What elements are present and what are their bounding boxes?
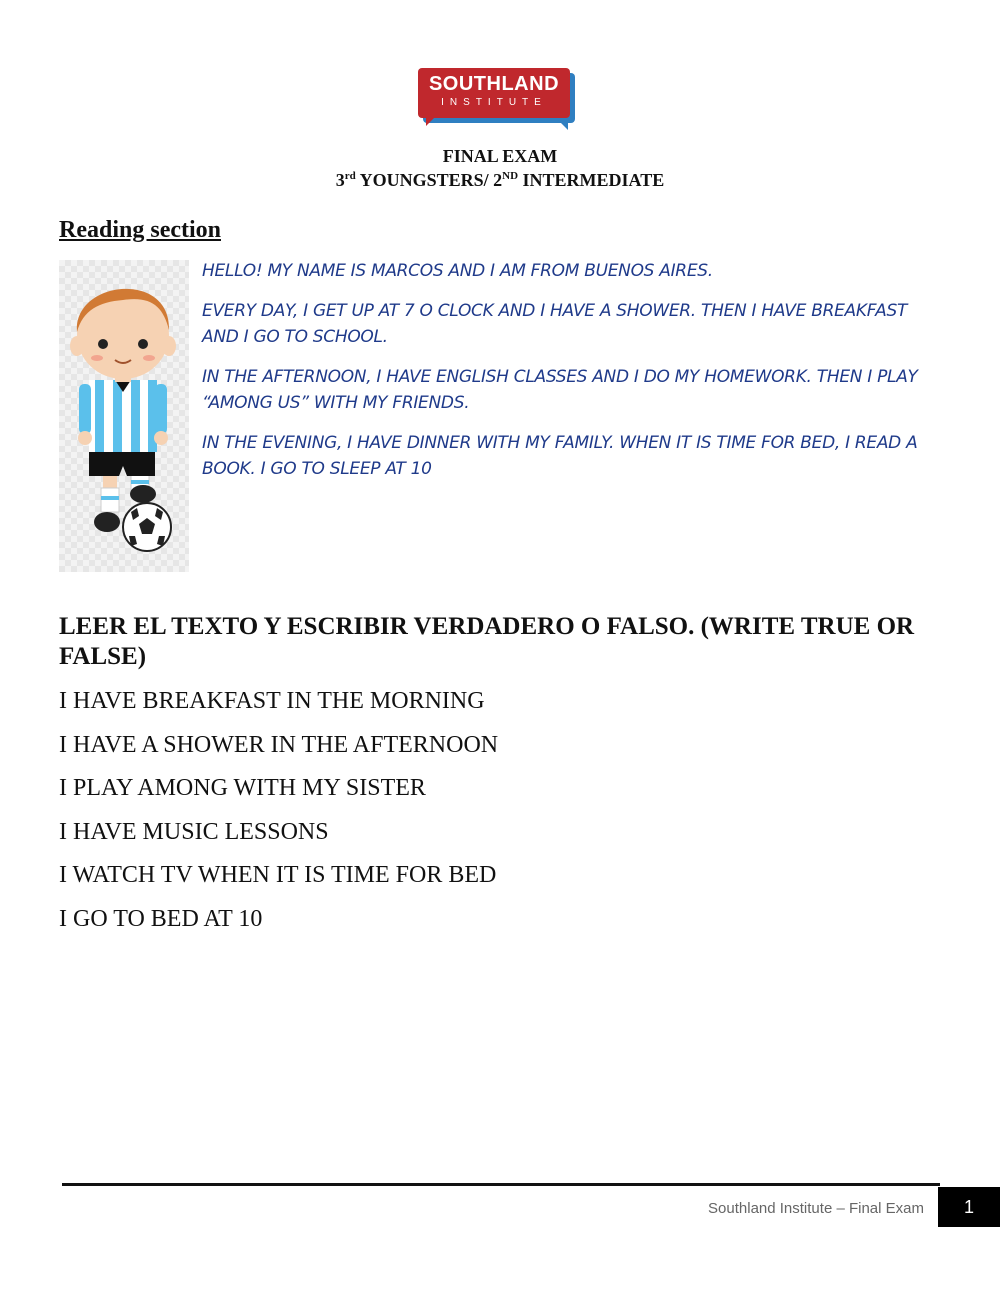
exam-level: [0, 170, 1000, 191]
exercise-instruction: LEER EL TEXTO Y ESCRIBIR VERDADERO O FALSO. (WRITE TRUE OR FALSE): [59, 613, 915, 670]
reading-paragraph: EVERY DAY, I GET UP AT 7 O CLOCK AND I HAVE A SHOWER. THEN I HAVE BREAKFAST AND I GO TO SCHOOL.: [202, 301, 908, 347]
level-part1: 3: [335, 170, 345, 190]
statement-item: I HAVE MUSIC LESSONS: [59, 818, 329, 845]
statement-item: I HAVE A SHOWER IN THE AFTERNOON: [59, 731, 499, 758]
reading-paragraph: IN THE EVENING, I HAVE DINNER WITH MY FAMILY. WHEN IT IS TIME FOR BED, I READ A BOOK. I GO TO SLEEP AT 10: [202, 433, 918, 479]
statement-item: I WATCH TV WHEN IT IS TIME FOR BED: [59, 862, 497, 888]
statement-item: I PLAY AMONG WITH MY SISTER: [59, 775, 426, 801]
reading-section-heading: Reading section: [59, 217, 221, 243]
logo-tail-blue: [558, 120, 568, 130]
statement-item: I GO TO BED AT 10: [59, 905, 263, 932]
logo-tail-red: [426, 116, 436, 126]
reading-paragraph: HELLO! MY NAME IS MARCOS AND I AM FROM BUENOS AIRES.: [202, 261, 713, 281]
footer-text: Southland Institute – Final Exam: [708, 1200, 924, 1217]
reading-text: [202, 258, 942, 496]
footer-rule: [62, 1183, 940, 1186]
level-sup1: rd: [344, 170, 356, 182]
page-number: 1: [938, 1187, 1000, 1227]
statement-list: [59, 684, 939, 945]
logo-line1: SOUTHLAND: [428, 73, 560, 95]
level-part3: INTERMEDIATE: [518, 170, 665, 190]
statement-item: I HAVE BREAKFAST IN THE MORNING: [59, 688, 485, 714]
level-sup2: ND: [502, 170, 519, 182]
southland-logo: [418, 68, 578, 130]
exam-title: FINAL EXAM: [442, 146, 558, 166]
boy-soccer-player-illustration: [59, 260, 189, 572]
level-part2: YOUNGSTERS/ 2: [355, 170, 503, 190]
logo-line2: INSTITUTE: [441, 97, 547, 108]
reading-paragraph: IN THE AFTERNOON, I HAVE ENGLISH CLASSES AND I DO MY HOMEWORK. THEN I PLAY “AMONG US” WITH MY FRIENDS.: [202, 367, 918, 413]
